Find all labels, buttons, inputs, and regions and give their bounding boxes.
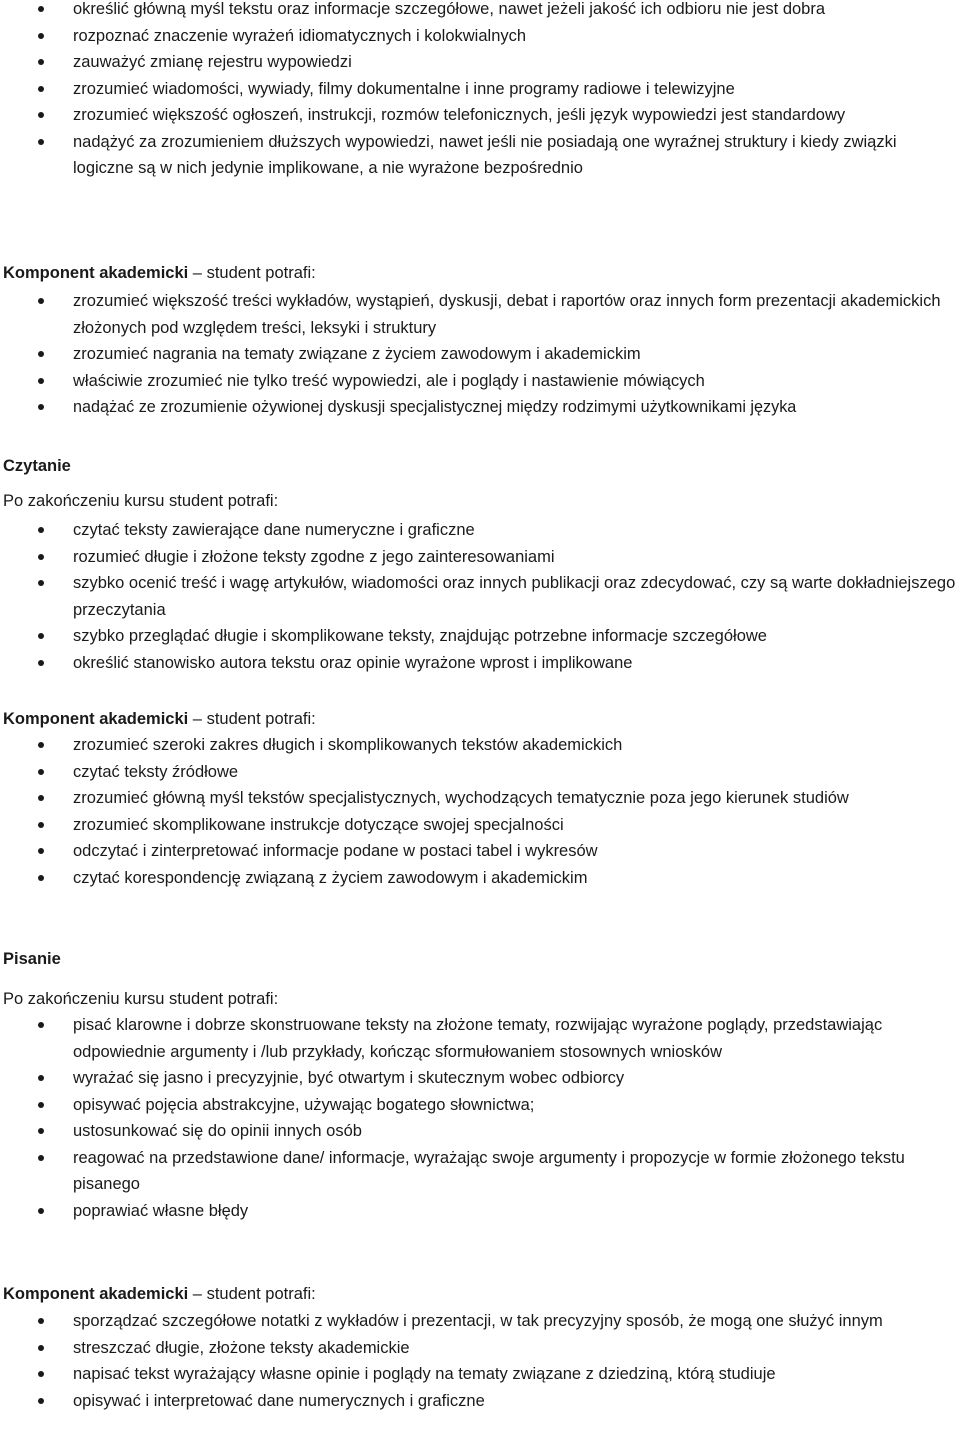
- section-title-writing: Pisanie: [3, 950, 61, 968]
- bullet-icon: [38, 742, 44, 748]
- list-item: określić główną myśl tekstu oraz informacje szczegółowe, nawet jeżeli jakość ich odbioru nie jest dobra: [0, 0, 958, 23]
- bullet-icon: [38, 580, 44, 586]
- list-item: czytać teksty zawierające dane numeryczne i graficzne: [0, 517, 958, 544]
- reading-list: [0, 517, 960, 676]
- list-item: reagować na przedstawione dane/ informacje, wyrażając swoje argumenty i propozycje w formie złożonego tekstu pisanego: [0, 1145, 958, 1198]
- bullet-icon: [38, 6, 44, 12]
- list-item: zauważyć zmianę rejestru wypowiedzi: [0, 49, 958, 76]
- bullet-icon: [38, 139, 44, 145]
- bullet-icon: [38, 1371, 44, 1377]
- bullet-icon: [38, 660, 44, 666]
- list-item: zrozumieć nagrania na tematy związane z życiem zawodowym i akademickim: [0, 341, 958, 368]
- list-item: opisywać pojęcia abstrakcyjne, używając bogatego słownictwa;: [0, 1092, 958, 1119]
- list-item: czytać teksty źródłowe: [0, 759, 958, 786]
- bullet-icon: [38, 1208, 44, 1214]
- list-item: ustosunkować się do opinii innych osób: [0, 1118, 958, 1145]
- listening-list: [0, 0, 960, 182]
- academic-heading-writing: Komponent akademicki – student potrafi:: [3, 1285, 316, 1303]
- writing-intro: Po zakończeniu kursu student potrafi:: [3, 990, 279, 1008]
- bullet-icon: [38, 86, 44, 92]
- section-title-reading: Czytanie: [3, 457, 71, 475]
- list-item: szybko przeglądać długie i skomplikowane teksty, znajdując potrzebne informacje szczegółowe: [0, 623, 958, 650]
- list-item: zrozumieć większość treści wykładów, wystąpień, dyskusji, debat i raportów oraz innych form prezentacji akademickich złożonych pod względem treści, leksyki i struktury: [0, 288, 958, 341]
- writing-list: [0, 1012, 960, 1224]
- bullet-icon: [38, 1155, 44, 1161]
- bullet-icon: [38, 1102, 44, 1108]
- bullet-icon: [38, 404, 44, 410]
- bullet-icon: [38, 1128, 44, 1134]
- bullet-icon: [38, 298, 44, 304]
- bullet-icon: [38, 1398, 44, 1404]
- list-item: rozpoznać znaczenie wyrażeń idiomatycznych i kolokwialnych: [0, 23, 958, 50]
- list-item: zrozumieć główną myśl tekstów specjalistycznych, wychodzących tematycznie poza jego kierunek studiów: [0, 785, 958, 812]
- bullet-icon: [38, 59, 44, 65]
- list-item: określić stanowisko autora tekstu oraz opinie wyrażone wprost i implikowane: [0, 650, 958, 677]
- list-item: poprawiać własne błędy: [0, 1198, 958, 1225]
- bullet-icon: [38, 822, 44, 828]
- reading-intro: Po zakończeniu kursu student potrafi:: [3, 492, 279, 510]
- list-item: pisać klarowne i dobrze skonstruowane teksty na złożone tematy, rozwijając wyrażone poglądy, przedstawiając odpowiednie argumenty i /lub przykłady, kończąc sformułowaniem stosownych wniosków: [0, 1012, 958, 1065]
- bullet-icon: [38, 1318, 44, 1324]
- writing-academic-list: [0, 1308, 960, 1414]
- list-item: zrozumieć wiadomości, wywiady, filmy dokumentalne i inne programy radiowe i telewizyjne: [0, 76, 958, 103]
- bullet-icon: [38, 769, 44, 775]
- list-item: nadążyć za zrozumieniem dłuższych wypowiedzi, nawet jeśli nie posiadają one wyraźnej struktury i kiedy związki logiczne są w nich jedynie implikowane, a nie wyrażone bezpośrednio: [0, 129, 958, 182]
- bullet-icon: [38, 795, 44, 801]
- bullet-icon: [38, 351, 44, 357]
- listening-academic-list: [0, 288, 960, 421]
- bullet-icon: [38, 875, 44, 881]
- list-item: zrozumieć większość ogłoszeń, instrukcji, rozmów telefonicznych, jeśli język wypowiedzi jest standardowy: [0, 102, 958, 129]
- bullet-icon: [38, 1022, 44, 1028]
- list-item: wyrażać się jasno i precyzyjnie, być otwartym i skutecznym wobec odbiorcy: [0, 1065, 958, 1092]
- bullet-icon: [38, 527, 44, 533]
- bullet-icon: [38, 378, 44, 384]
- bullet-icon: [38, 848, 44, 854]
- bullet-icon: [38, 1075, 44, 1081]
- list-item: właściwie zrozumieć nie tylko treść wypowiedzi, ale i poglądy i nastawienie mówiących: [0, 368, 958, 395]
- list-item: rozumieć długie i złożone teksty zgodne z jego zainteresowaniami: [0, 544, 958, 571]
- bullet-icon: [38, 1345, 44, 1351]
- list-item: nadążać ze zrozumienie ożywionej dyskusji specjalistycznej między rodzimymi użytkownikami języka: [0, 394, 958, 421]
- list-item: czytać korespondencję związaną z życiem zawodowym i akademickim: [0, 865, 958, 892]
- list-item: napisać tekst wyrażający własne opinie i poglądy na tematy związane z dziedziną, którą studiuje: [0, 1361, 958, 1388]
- bullet-icon: [38, 554, 44, 560]
- list-item: szybko ocenić treść i wagę artykułów, wiadomości oraz innych publikacji oraz zdecydować, czy są warte dokładniejszego przeczytania: [0, 570, 958, 623]
- academic-heading-reading: Komponent akademicki – student potrafi:: [3, 710, 316, 728]
- list-item: zrozumieć skomplikowane instrukcje dotyczące swojej specjalności: [0, 812, 958, 839]
- list-item: sporządzać szczegółowe notatki z wykładów i prezentacji, w tak precyzyjny sposób, że mogą one służyć innym: [0, 1308, 958, 1335]
- bullet-icon: [38, 633, 44, 639]
- list-item: zrozumieć szeroki zakres długich i skomplikowanych tekstów akademickich: [0, 732, 958, 759]
- bullet-icon: [38, 33, 44, 39]
- reading-academic-list: [0, 732, 960, 891]
- list-item: opisywać i interpretować dane numerycznych i graficzne: [0, 1388, 958, 1415]
- bullet-icon: [38, 112, 44, 118]
- list-item: streszczać długie, złożone teksty akademickie: [0, 1335, 958, 1362]
- list-item: odczytać i zinterpretować informacje podane w postaci tabel i wykresów: [0, 838, 958, 865]
- academic-heading-listening: Komponent akademicki – student potrafi:: [3, 264, 316, 282]
